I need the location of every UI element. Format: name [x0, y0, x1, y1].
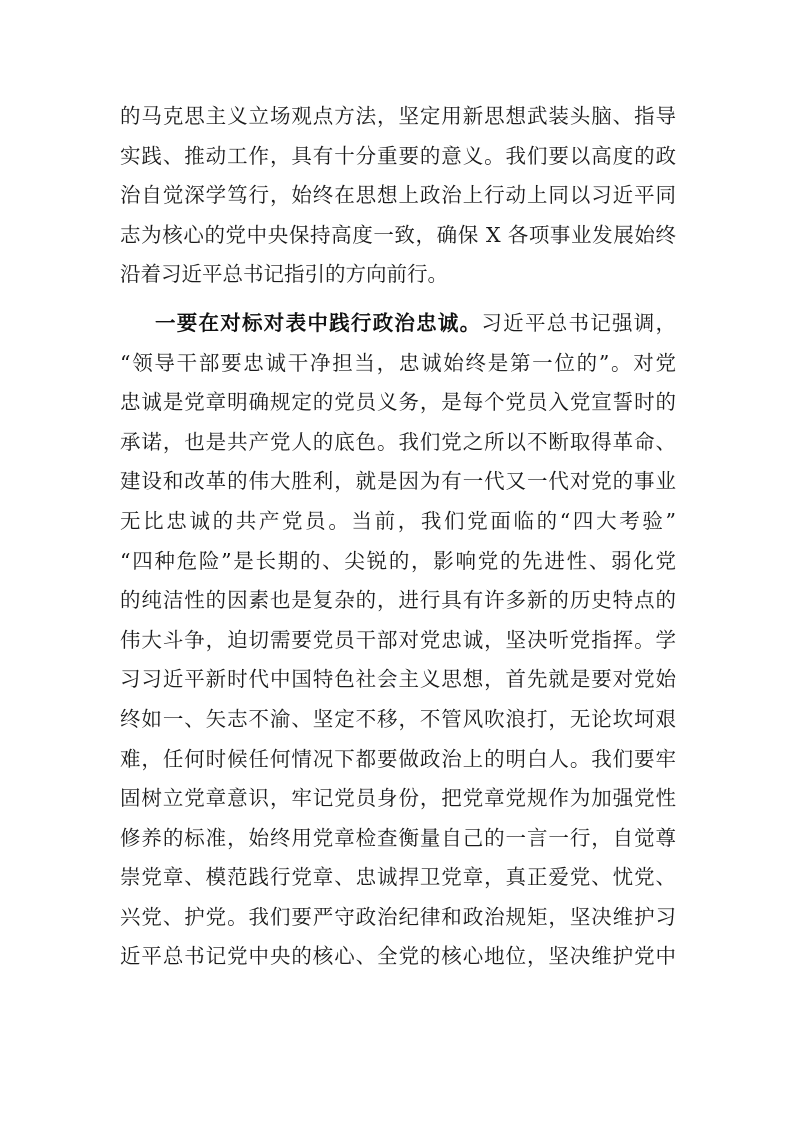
- text-line: 的纯洁性的因素也是复杂的，进行具有许多新的历史特点的: [120, 588, 676, 613]
- text-line: 无比忠诚的共产党员。当前，我们党面临的“四大考验”: [120, 508, 676, 533]
- text-line: 承诺，也是共产党人的底色。我们党之所以不断取得革命、: [120, 429, 676, 454]
- text-line: 治自觉深学笃行，始终在思想上政治上行动上同以习近平同: [120, 183, 676, 208]
- paragraph: [120, 97, 676, 295]
- text-line: 修养的标准，始终用党章检查衡量自己的一言一行，自觉尊: [120, 825, 676, 850]
- text-line: 固树立党章意识，牢记党员身份，把党章党规作为加强党性: [120, 786, 676, 811]
- text-line: 沿着习近平总书记指引的方向前行。: [120, 262, 448, 287]
- document-body: [120, 97, 676, 977]
- text-line: 难，任何时候任何情况下都要做政治上的明白人。我们要牢: [120, 746, 676, 771]
- text-line: 崇党章、模范践行党章、忠诚捍卫党章，真正爱党、忧党、: [120, 865, 676, 890]
- text-line: 志为核心的党中央保持高度一致，确保 X 各项事业发展始终: [120, 222, 676, 247]
- text-line: 兴党、护党。我们要严守政治纪律和政治规矩，坚决维护习: [120, 904, 676, 929]
- text-line: “四种危险”是长期的、尖锐的，影响党的先进性、弱化党: [120, 548, 676, 573]
- text-line: 实践、推动工作，具有十分重要的意义。我们要以高度的政: [120, 143, 676, 168]
- text-line: 建设和改革的伟大胜利，就是因为有一代又一代对党的事业: [120, 469, 676, 494]
- text-line: 习习近平新时代中国特色社会主义思想，首先就是要对党始: [120, 667, 676, 692]
- paragraph-gap: [120, 295, 676, 304]
- text-run: 习近平总书记强调，: [481, 310, 677, 335]
- text-line: “领导干部要忠诚干净担当，忠诚始终是第一位的”。对党: [120, 350, 676, 375]
- text-line: 伟大斗争，迫切需要党员干部对党忠诚，坚决听党指挥。学: [120, 627, 676, 652]
- text-line: 终如一、矢志不渝、坚定不移，不管风吹浪打，无论坎坷艰: [120, 706, 676, 731]
- text-line: 的马克思主义立场观点方法，坚定用新思想武装头脑、指导: [120, 104, 676, 128]
- text-line: 忠诚是党章明确规定的党员义务，是每个党员入党宣誓时的: [120, 390, 676, 415]
- text-line: 近平总书记党中央的核心、全党的核心地位，坚决维护党中: [120, 944, 676, 969]
- section-heading: 一要在对标对表中践行政治忠诚。: [155, 310, 482, 335]
- text-line: [120, 304, 676, 344]
- paragraph: [120, 304, 676, 977]
